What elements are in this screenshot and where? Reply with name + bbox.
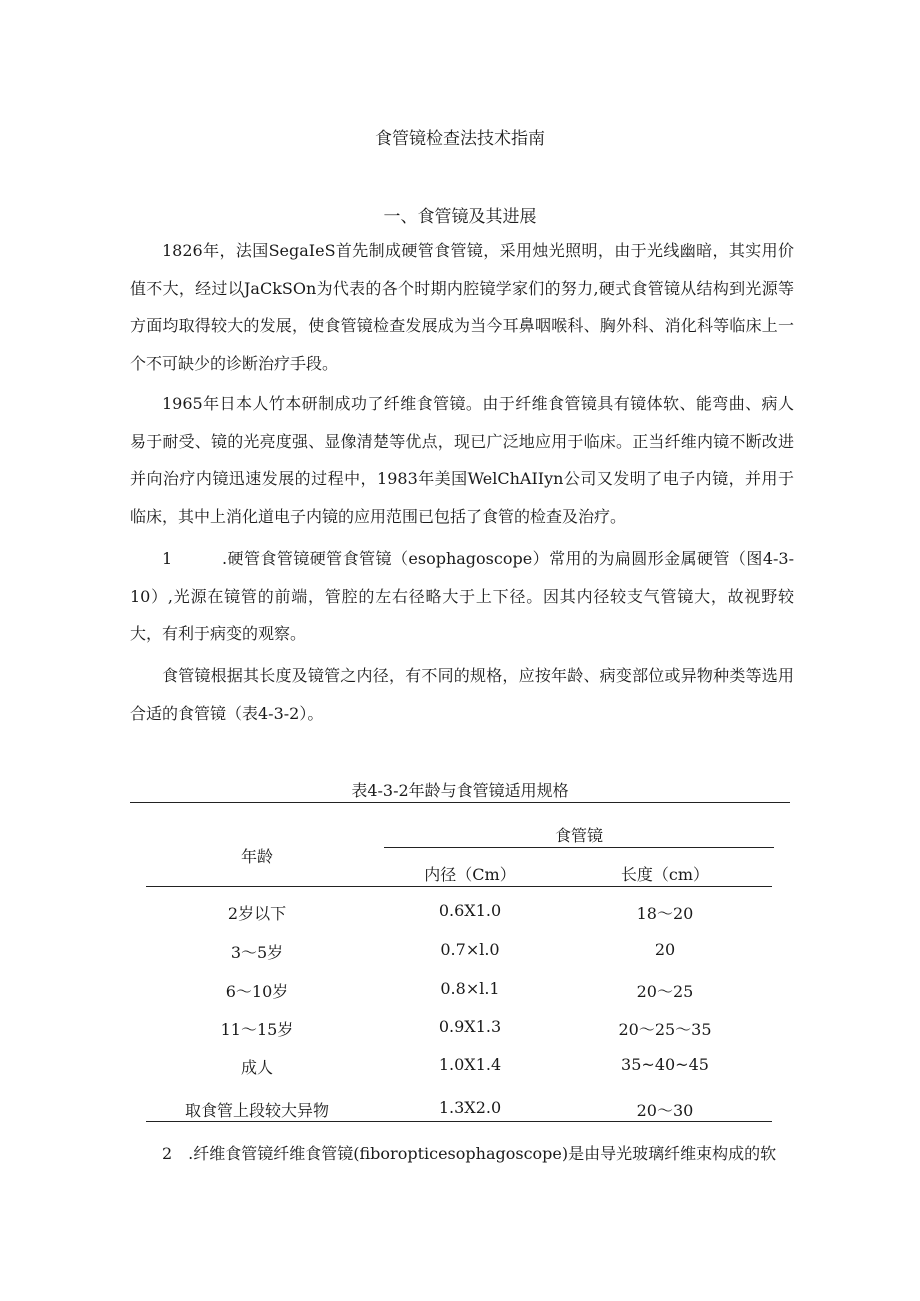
table-caption: 表4-3-2年龄与食管镜适用规格 — [351, 781, 569, 800]
item-number: 1 — [162, 549, 173, 568]
section-heading: 一、食管镜及其进展 — [383, 207, 537, 227]
table-cell-diameter: 0.8×l.1 — [440, 979, 500, 998]
header-group-rule — [384, 847, 774, 848]
header-inner-diameter: 内径（Cm） — [424, 865, 516, 884]
header-age: 年龄 — [240, 847, 273, 866]
paragraph-rigid-scope — [130, 540, 794, 653]
table-cell-diameter: 0.7×l.0 — [440, 940, 500, 959]
table-cell-age: 3～5岁 — [230, 943, 284, 962]
table-cell-length: 20～25 — [636, 982, 694, 1001]
table-bottom-rule — [146, 1121, 772, 1122]
table-cell-diameter: 0.9X1.3 — [438, 1017, 502, 1036]
table-cell-diameter: 1.3X2.0 — [438, 1098, 502, 1117]
table-cell-age: 成人 — [240, 1058, 273, 1077]
table-cell-length: 20～25～35 — [618, 1020, 712, 1039]
paragraph-history-rigid: 1826年，法国SegaIeS首先制成硬管食管镜，采用烛光照明，由于光线幽暗，其实用价值不大，经过以JaCkSOn为代表的各个时期内腔镜学家们的努力,硬式食管镜从结构到光源等方面均取得较大的发展，使食管镜检查发展成为当今耳鼻咽喉科、胸外科、消化科等临床上一个不可缺少的诊断治疗手段。 — [130, 241, 794, 373]
document-title: 食管镜检查法技术指南 — [375, 129, 545, 149]
table-top-rule — [130, 802, 790, 803]
table-cell-length: 20 — [654, 940, 676, 959]
table-cell-age: 2岁以下 — [227, 904, 287, 923]
table-cell-length: 18～20 — [636, 904, 694, 923]
table-cell-length: 35~40~45 — [621, 1055, 709, 1074]
table-cell-diameter: 1.0X1.4 — [438, 1055, 502, 1074]
header-bottom-rule — [146, 886, 772, 887]
paragraph-history-fiber: 1965年日本人竹本研制成功了纤维食管镜。由于纤维食管镜具有镜体软、能弯曲、病人易于耐受、镜的光亮度强、显像清楚等优点，现已广泛地应用于临床。正当纤维内镜不断改进并向治疗内镜迅速发展的过程中，1983年美国WelChAIIyn公司又发明了电子内镜，并用于临床，其中上消化道电子内镜的应用范围已包括了食管的检查及治疗。 — [130, 394, 794, 526]
table-cell-age: 取食管上段较大异物 — [184, 1101, 329, 1120]
table-cell-length: 20～30 — [636, 1101, 694, 1120]
paragraph-specs: 食管镜根据其长度及镜管之内径，有不同的规格，应按年龄、病变部位或异物种类等选用合适的食管镜（表4-3-2）。 — [130, 666, 794, 723]
header-esophagoscope: 食管镜 — [554, 826, 603, 845]
paragraph-fiber-scope: 2 .纤维食管镜纤维食管镜(fiboropticesophagoscope)是由导光玻璃纤维束构成的软 — [162, 1144, 777, 1163]
table-cell-age: 11～15岁 — [220, 1020, 294, 1039]
paragraph-rigid-scope-text: .硬管食管镜硬管食管镜（esophagoscope）常用的为扁圆形金属硬管（图4-3-10）,光源在镜管的前端，管腔的左右径略大于上下径。因其内径较支气管镜大，故视野较大，有利于病变的观察。 — [130, 549, 794, 643]
header-length: 长度（cm） — [620, 865, 710, 884]
table-cell-age: 6～10岁 — [225, 982, 289, 1001]
table-cell-diameter: 0.6X1.0 — [438, 901, 502, 920]
